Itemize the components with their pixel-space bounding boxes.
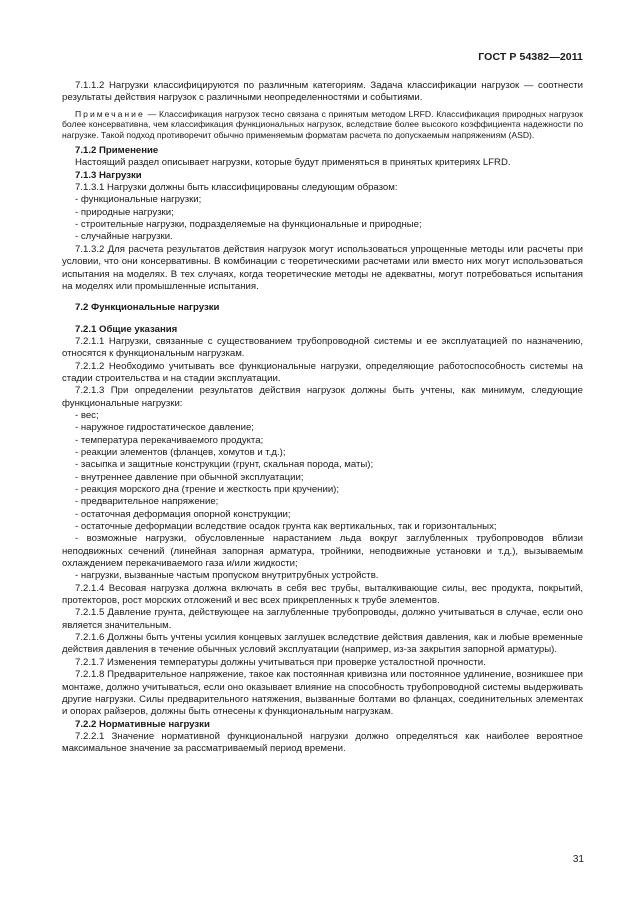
list-item: - вес; [75, 409, 99, 421]
section-heading: 7.2.1 Общие указания [75, 323, 178, 335]
standard-code-header: ГОСТ Р 54382—2011 [478, 51, 583, 63]
paragraph: 7.2.1.4 Весовая нагрузка должна включать в себя вес трубы, выталкивающие силы, вес продукта, покрытий, протекторов, рост морских отложений и вес всех прикрепленных к трубе элементов. [62, 582, 583, 607]
list-item: - остаточные деформации вследствие осадок грунта как вертикальных, так и горизонтальных; [75, 521, 497, 533]
paragraph: 7.2.1.7 Изменения температуры должны учитываться при проверке усталостной прочности. [75, 656, 486, 668]
page-number: 31 [572, 854, 584, 865]
list-item: - предварительное напряжение; [75, 496, 219, 508]
section-heading: 7.2.2 Нормативные нагрузки [75, 718, 210, 730]
document-body [62, 80, 583, 756]
paragraph: 7.2.2.1 Значение нормативной функциональной нагрузки должно определяться как наиболее вероятное максимальное значение за рассматриваемый период времени. [62, 730, 583, 755]
list-item: - природные нагрузки; [75, 206, 174, 218]
paragraph: 7.2.1.3 При определении результатов действия нагрузок должны быть учтены, как минимум, следующие функциональные нагрузки: [62, 385, 583, 409]
list-item: - реакции элементов (фланцев, хомутов и т.д.); [75, 446, 286, 458]
paragraph: 7.2.1.8 Предварительное напряжение, такое как постоянная кривизна или постоянное удлинение, возникшее при монтаже, должно учитываться, если оно оказывает влияние на способность трубопроводной системы выдерживать другие нагрузки. Силы предварительного натяжения, вызванные болтами во фланцах, соединительных элементах и опорах райзеров, должны быть отнесены к функциональным нагрузкам. [62, 669, 583, 718]
paragraph: 7.2.1.1 Нагрузки, связанные с существованием трубопроводной системы и ее эксплуатацией по назначению, относятся к функциональным нагрузкам. [62, 335, 583, 360]
note-label: Примечание [75, 108, 145, 119]
paragraph: 7.2.1.5 Давление грунта, действующее на заглубленные трубопроводы, должно учитываться в случае, если оно является значительным. [62, 607, 583, 631]
paragraph: 7.1.3.1 Нагрузки должны быть классифицированы следующим образом: [75, 182, 398, 194]
paragraph: 7.2.1.6 Должны быть учтены усилия концевых заглушек вследствие действия давления, как и любые временные действия давления в течение обычных условий эксплуатации (например, из-за закрытия запорной арматуры). [62, 632, 583, 656]
list-item: - строительные нагрузки, подразделяемые на функциональные и природные; [75, 219, 422, 231]
paragraph: 7.2.1.2 Необходимо учитывать все функциональные нагрузки, определяющие работоспособность системы на стадии строительства и на стадии эксплуатации. [62, 360, 583, 384]
list-item: - остаточная деформация опорной конструкции; [75, 508, 291, 520]
list-item: - возможные нагрузки, обусловленные нарастанием льда вокруг заглубленных трубопроводов вблизи неподвижных сечений (линейная запорная арматура, тройники, неподвижные установки и т.д.), вызываемым охлаждением перекачиваемого газа и/или жидкости; [62, 533, 583, 570]
list-item: - температура перекачиваемого продукта; [75, 434, 264, 446]
list-item: - наружное гидростатическое давление; [75, 422, 254, 434]
section-heading: 7.1.2 Применение [75, 145, 159, 157]
list-item: - засыпка и защитные конструкции (грунт, скальная порода, маты); [75, 459, 374, 471]
paragraph: 7.1.1.2 Нагрузки классифицируются по различным категориям. Задача классификации нагрузок — соотнести результаты действия нагрузок с различными неопределенностями и событиями. [62, 80, 583, 104]
section-heading: 7.2 Функциональные нагрузки [75, 302, 220, 314]
section-heading: 7.1.3 Нагрузки [75, 169, 142, 181]
paragraph: 7.1.3.2 Для расчета результатов действия нагрузок могут использоваться упрощенные методы или расчеты при условии, что они консервативны. В комбинации с теоретическими расчетами или вместо них могут использоваться испытания на моделях. В тех случаях, когда теоретические методы не адекватны, могут потребоваться испытания на моделях или промышленные испытания. [62, 243, 583, 292]
paragraph: Настоящий раздел описывает нагрузки, которые будут применяться в принятых критериях LFRD. [75, 157, 511, 169]
list-item: - случайные нагрузки. [75, 231, 173, 243]
list-item: - нагрузки, вызванные частым пропуском внутритрубных устройств. [75, 570, 379, 582]
list-item: - внутреннее давление при обычной эксплуатации; [75, 471, 304, 483]
note-text: — Классификация нагрузок тесно связана с принятым методом LRFD. Классификация природных нагрузок более консервативна, чем классификация функциональных нагрузок, вследствие более высокого коэффициента надежности по нагрузке. Такой подход противоречит обычно применяемым форматам расчета по допускаемым напряжениям (ASD). [62, 108, 584, 141]
note-paragraph [62, 109, 583, 141]
spacer [62, 315, 583, 324]
list-item: - функциональные нагрузки; [75, 194, 202, 206]
spacer [62, 293, 583, 302]
list-item: - реакция морского дна (трение и жесткость при кручении); [75, 484, 340, 496]
